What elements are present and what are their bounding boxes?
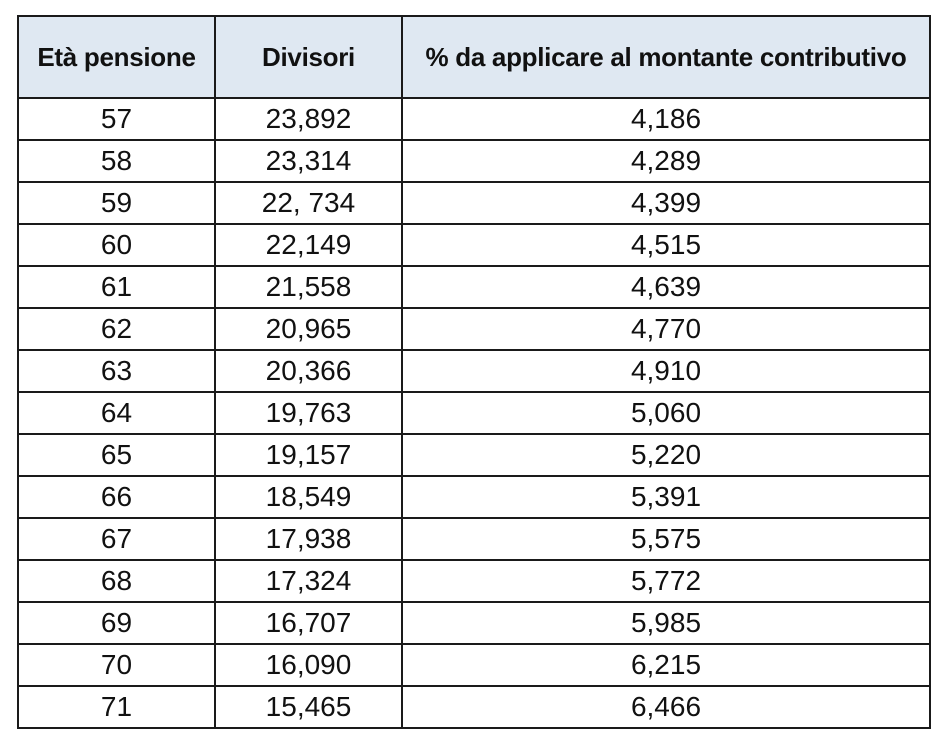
- cell-percentage: 6,215: [402, 644, 930, 686]
- table-row: [18, 308, 930, 350]
- table-row: [18, 350, 930, 392]
- table-header: [18, 16, 930, 98]
- cell-percentage: 4,770: [402, 308, 930, 350]
- cell-divisor: 19,763: [215, 392, 402, 434]
- table-body: [18, 98, 930, 728]
- cell-divisor: 20,366: [215, 350, 402, 392]
- cell-retirement-age: 64: [18, 392, 215, 434]
- cell-divisor: 16,707: [215, 602, 402, 644]
- cell-retirement-age: 71: [18, 686, 215, 728]
- cell-retirement-age: 69: [18, 602, 215, 644]
- table-row: [18, 602, 930, 644]
- header-row: [18, 16, 930, 98]
- table-row: [18, 182, 930, 224]
- cell-divisor: 16,090: [215, 644, 402, 686]
- cell-retirement-age: 62: [18, 308, 215, 350]
- cell-percentage: 4,289: [402, 140, 930, 182]
- cell-percentage: 5,391: [402, 476, 930, 518]
- cell-percentage: 4,399: [402, 182, 930, 224]
- table-row: [18, 518, 930, 560]
- cell-divisor: 15,465: [215, 686, 402, 728]
- cell-divisor: 23,314: [215, 140, 402, 182]
- cell-percentage: 6,466: [402, 686, 930, 728]
- table-row: [18, 140, 930, 182]
- pension-divisor-table: [17, 15, 931, 729]
- cell-retirement-age: 65: [18, 434, 215, 476]
- table-row: [18, 476, 930, 518]
- cell-percentage: 5,220: [402, 434, 930, 476]
- cell-percentage: 5,060: [402, 392, 930, 434]
- cell-percentage: 4,910: [402, 350, 930, 392]
- cell-retirement-age: 60: [18, 224, 215, 266]
- cell-divisor: 22,149: [215, 224, 402, 266]
- cell-percentage: 4,639: [402, 266, 930, 308]
- header-percentage: % da applicare al montante contributivo: [402, 16, 930, 98]
- cell-retirement-age: 63: [18, 350, 215, 392]
- cell-retirement-age: 59: [18, 182, 215, 224]
- pension-divisor-table-container: [17, 15, 931, 729]
- table-row: [18, 266, 930, 308]
- cell-retirement-age: 61: [18, 266, 215, 308]
- table-row: [18, 392, 930, 434]
- table-row: [18, 686, 930, 728]
- cell-divisor: 23,892: [215, 98, 402, 140]
- cell-divisor: 17,324: [215, 560, 402, 602]
- cell-retirement-age: 66: [18, 476, 215, 518]
- cell-percentage: 4,515: [402, 224, 930, 266]
- header-divisors: Divisori: [215, 16, 402, 98]
- table-row: [18, 224, 930, 266]
- table-row: [18, 560, 930, 602]
- cell-percentage: 5,575: [402, 518, 930, 560]
- cell-divisor: 20,965: [215, 308, 402, 350]
- cell-divisor: 18,549: [215, 476, 402, 518]
- table-row: [18, 434, 930, 476]
- cell-divisor: 17,938: [215, 518, 402, 560]
- table-row: [18, 98, 930, 140]
- cell-divisor: 21,558: [215, 266, 402, 308]
- cell-retirement-age: 57: [18, 98, 215, 140]
- cell-retirement-age: 67: [18, 518, 215, 560]
- cell-divisor: 19,157: [215, 434, 402, 476]
- cell-percentage: 4,186: [402, 98, 930, 140]
- cell-divisor: 22, 734: [215, 182, 402, 224]
- table-row: [18, 644, 930, 686]
- header-retirement-age: Età pensione: [18, 16, 215, 98]
- cell-retirement-age: 70: [18, 644, 215, 686]
- cell-percentage: 5,985: [402, 602, 930, 644]
- cell-retirement-age: 58: [18, 140, 215, 182]
- cell-retirement-age: 68: [18, 560, 215, 602]
- cell-percentage: 5,772: [402, 560, 930, 602]
